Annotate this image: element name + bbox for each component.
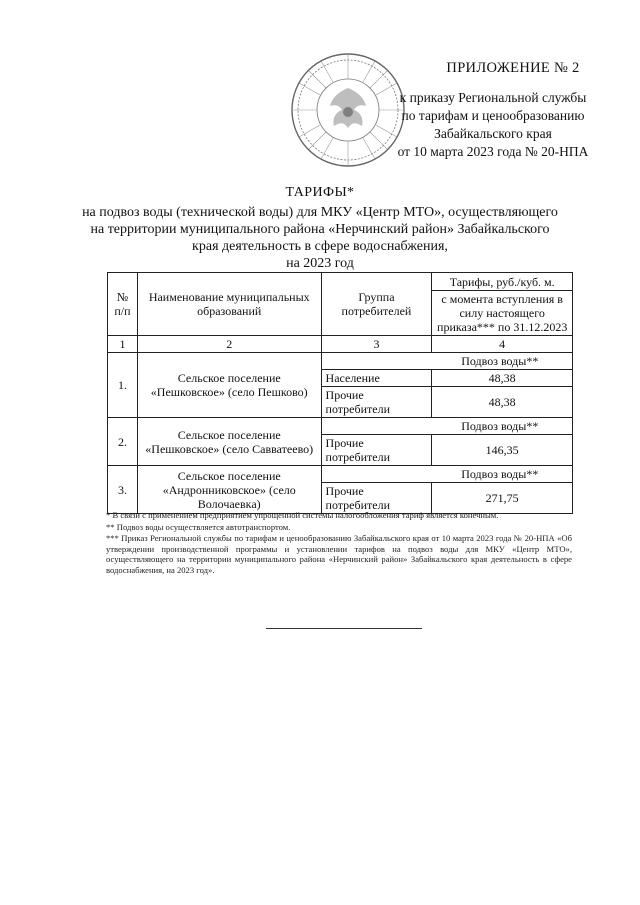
row-group: Прочие потребители <box>321 387 432 418</box>
appendix-line: к приказу Региональной службы <box>399 90 587 105</box>
column-number: 1 <box>108 336 138 353</box>
row-tariff-value: 146,35 <box>432 435 573 466</box>
appendix-block <box>378 60 608 161</box>
header-name: Наименование муниципальных образований <box>137 273 321 336</box>
table-header-row <box>108 273 573 291</box>
title-line: на территории муниципального района «Нерчинский район» Забайкальского <box>90 222 550 237</box>
row-num: 1. <box>108 353 138 418</box>
header-num: № п/п <box>108 273 138 336</box>
header-tariff-period: с момента вступления в силу настоящего приказа*** по 31.12.2023 <box>432 291 573 336</box>
row-num: 3. <box>108 466 138 514</box>
row-municipality: Сельское поселение «Андронниковское» (село Волочаевка) <box>137 466 321 514</box>
table-row <box>108 418 573 435</box>
footnote: * В связи с применением предприятием упрощенной системы налогообложения тариф является конечным. <box>106 510 499 520</box>
title-line: края деятельность в сфере водоснабжения, <box>192 239 448 254</box>
row-municipality: Сельское поселение «Пешковское» (село Пешково) <box>137 353 321 418</box>
document-title: ТАРИФЫ* <box>285 185 355 200</box>
appendix-line: по тарифам и ценообразованию <box>401 108 585 123</box>
row-group: Население <box>321 370 432 387</box>
document-title-block <box>40 184 600 272</box>
title-line: на 2023 год <box>286 256 354 271</box>
row-service: Подвоз воды** <box>321 418 572 435</box>
column-number: 2 <box>137 336 321 353</box>
row-service: Подвоз воды** <box>321 353 572 370</box>
row-tariff-value: 271,75 <box>432 483 573 514</box>
column-number: 3 <box>321 336 432 353</box>
row-service: Подвоз воды** <box>321 466 572 483</box>
appendix-title: ПРИЛОЖЕНИЕ № 2 <box>446 60 580 76</box>
header-group: Группа потребителей <box>321 273 432 336</box>
title-line: на подвоз воды (технической воды) для МКУ «Центр МТО», осуществляющего <box>82 205 558 220</box>
closing-divider <box>266 628 422 629</box>
header-tariff-title: Тарифы, руб./куб. м. <box>432 273 573 291</box>
row-num: 2. <box>108 418 138 466</box>
row-municipality: Сельское поселение «Пешковское» (село Савватеево) <box>137 418 321 466</box>
table-row <box>108 466 573 483</box>
column-number: 4 <box>432 336 573 353</box>
row-tariff-value: 48,38 <box>432 370 573 387</box>
footnote: ** Подвоз воды осуществляется автотранспортом. <box>106 521 291 532</box>
row-tariff-value: 48,38 <box>432 387 573 418</box>
row-group: Прочие потребители <box>321 483 432 514</box>
column-number-row <box>108 336 573 353</box>
tariffs-table <box>107 272 573 514</box>
appendix-line: от 10 марта 2023 года № 20-НПА <box>397 144 589 159</box>
footnotes <box>106 510 572 576</box>
table-row <box>108 353 573 370</box>
footnote: *** Приказ Региональной службы по тарифам и ценообразованию Забайкальского края от 10 марта 2023 года № 20-НПА «Об утверждении производственной программы и установлении тарифов на подвоз воды для МКУ «Центр МТО», осуществляющего на территории муниципального района «Нерчинский район» Забайкальского края деятельность в сфере водоснабжения, на 2023 год». <box>106 533 572 575</box>
appendix-line: Забайкальского края <box>434 126 552 141</box>
row-group: Прочие потребители <box>321 435 432 466</box>
